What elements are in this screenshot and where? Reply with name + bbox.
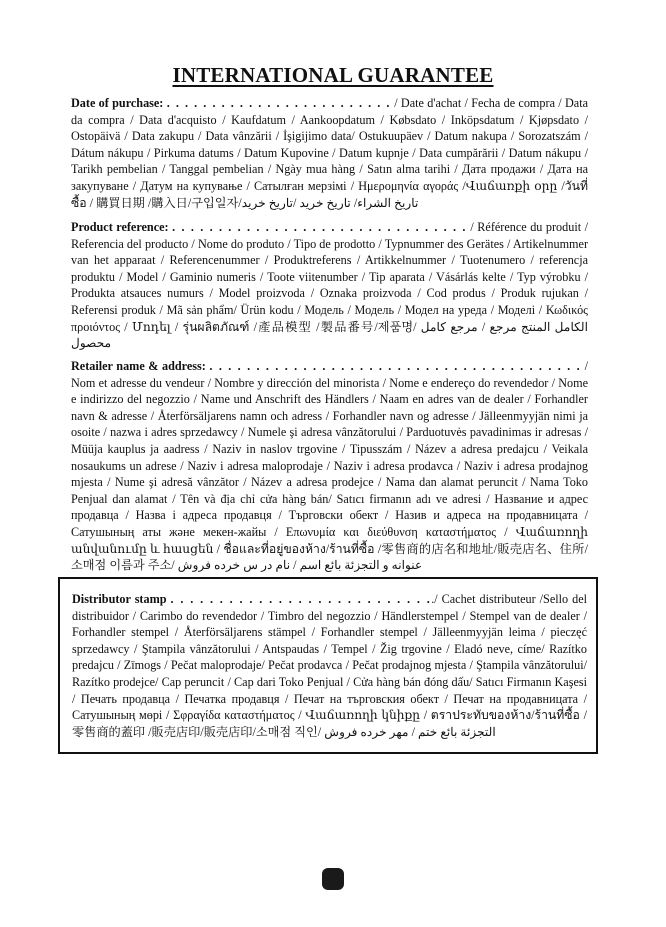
distributor-stamp-box: [58, 577, 598, 754]
distributor-stamp-section: [72, 591, 587, 740]
retailer-blank: . . . . . . . . . . . . . . . . . . . . . . . . . . . . . . . . . . . . . . . .: [209, 359, 582, 373]
page-number-badge: [322, 868, 344, 890]
product-reference-section: [71, 219, 588, 352]
distributor-stamp-translations: ./ Cachet distributeur /Sello del distribuidor / Carimbo do revendedor / Timbro del negozzio / Händlerstempel / Stempel van de dealer / Forhandler stempel / Återförsäljarens stämpel / Forhandler stempel / Jälleenmyyjän leima / pieczęć sprzedawcy / Ştampila vânzătorului / Antspaudas / Tempel / Žig trgovine / Eladó neve, címe/ Razítko predajcu / Zīmogs / Pečat maloprodaje/ Pečat prodavca / Pečat prodajnog mjesta / Ştampila vânzătorului/ Razítko prodejce/ Cap peruncit / Cap dari Toko Penjual / Cửa hàng bán đóng dấu/ Satıcı Firmanın Kaşesi / Печать продавца / Печатка продавця / Печат на търговския обект / Печат на продавницата / Сатушының мөрі / Σφραγίδα καταστήματος / Վաճառողի կնիքը / ตราประทับของห้าง/ร้านที่ซื้อ / 零售商的蓋印 /販売店印/販売店印/소매점 직인/ التجزئة بائع ختم / مهر خرده فروش: [72, 592, 588, 739]
date-of-purchase-translations: / Date d'achat / Fecha de compra / Data da compra / Data d'acquisto / Kaufdatum / Aankoopdatum / Købsdato / Inköpsdatum / Kjøpsdato / Ostopäivä / Data zakupu / Data vânzării / İşigijimo data/ Ostukuupäev / Datum nakupa / Sorozatszám / Dátum nákupu / Pirkuma datums / Datum Kupovine / Datum kupnje / Data cumpărării / Datum nákupu / Tarikh pembelian / Tanggal pembelian / Ngày mua hàng / Satın alma tarihi / Дата продажи / Дата на закупуване / Датум на купување / Сатылған мерзімі / Ημερομηνία αγοράς /Վաճառքի օրը /วันที่ซื้อ / 購買日期 /購入日/구입일자/تاريخ الشراء/ تاريخ خريد /تاريخ خريد: [71, 96, 588, 210]
product-reference-translations: / Référence du produit / Referencia del producto / Nome do produto / Tipo de prodotto / Typnummer des Gerätes / Artikelnummer van het apparaat / Referencenummer / Produktreferens / Artikkelnummer / Tuotenumero / referencja produktu / Model / Gaminio numeris / Toote viitenumber / Tip aparata / Vásárlás kelte / Typ výrobku / Produkta atsauces numurs / Model proizvoda / Oznaka proizvoda / Cod produs / Produk rujukan / Referensi produk / Mã sản phẩm/ Ürün kodu / Модель / Модель / Модел на уреда / Моделі / Κωδικός προιόντος / Մոդել / รุ่นผลิตภัณฑ์ /產品模型 /製品番号/제품명/ الكامل المنتج مرجع / مرجع كامل محصول: [71, 220, 589, 351]
product-reference-blank: . . . . . . . . . . . . . . . . . . . . . . . . . . . . . . . .: [172, 220, 467, 234]
date-of-purchase-label: Date of purchase:: [71, 96, 164, 110]
retailer-label: Retailer name & address:: [71, 359, 206, 373]
date-of-purchase-blank: . . . . . . . . . . . . . . . . . . . . . . . . .: [166, 96, 391, 110]
product-reference-label: Product reference:: [71, 220, 169, 234]
page-title: INTERNATIONAL GUARANTEE: [172, 63, 494, 87]
retailer-translations: / Nom et adresse du vendeur / Nombre y dirección del minorista / Nome e endereço do revendedor / Nome e indirizzo del negozzio / Name und Anschrift des Händlers / Naam en adres van de dealer / Forhandler navn & adresse / Återförsäljarens namn och adress / Forhandler navn og adresse / Jälleenmyyjän nimi ja osoite / nazwa i adres sprzedawcy / Numele şi adresa vânzătorului / Parduotuvės pavadinimas ir adresas / Müüja kauplus ja aadress / Naziv in naslov trgovine / Tipusszám / Název a adresa predajcu / Veikala nosaukums un adrese / Naziv i adresa maloprodaje / Naziv i adresa prodavca / Naziv i adresa prodajnog mjesta / Nume şi adresă vânzător / Název a adresa prodejce / Nama dan alamat peruncit / Nama Toko Penjual dan alamat / Tên và địa chỉ cửa hàng bán/ Satıcı firmanın adı ve adresi / Название и адрес продавца / Назва і адреса продавця / Търговски обект / Назив и адреса на продавницата / Сатушының аты және мекен-жайы / Επωνυμία και διεύθυνση καταστήματος / Վաճառողի անվանումը և հասցեն / ชื่อและที่อยู่ของห้าง/ร้านที่ซื้อ /零售商的店名和地址/販売店名、住所/소매점 이름과 주소/ عنوانه و التجزئة بائع اسم / نام در س خرده فروش: [71, 359, 589, 573]
date-of-purchase-section: [71, 95, 588, 211]
distributor-stamp-label: Distributor stamp: [72, 592, 167, 606]
retailer-section: [71, 358, 588, 574]
distributor-stamp-blank: . . . . . . . . . . . . . . . . . . . . . . . . . . .: [170, 592, 432, 606]
